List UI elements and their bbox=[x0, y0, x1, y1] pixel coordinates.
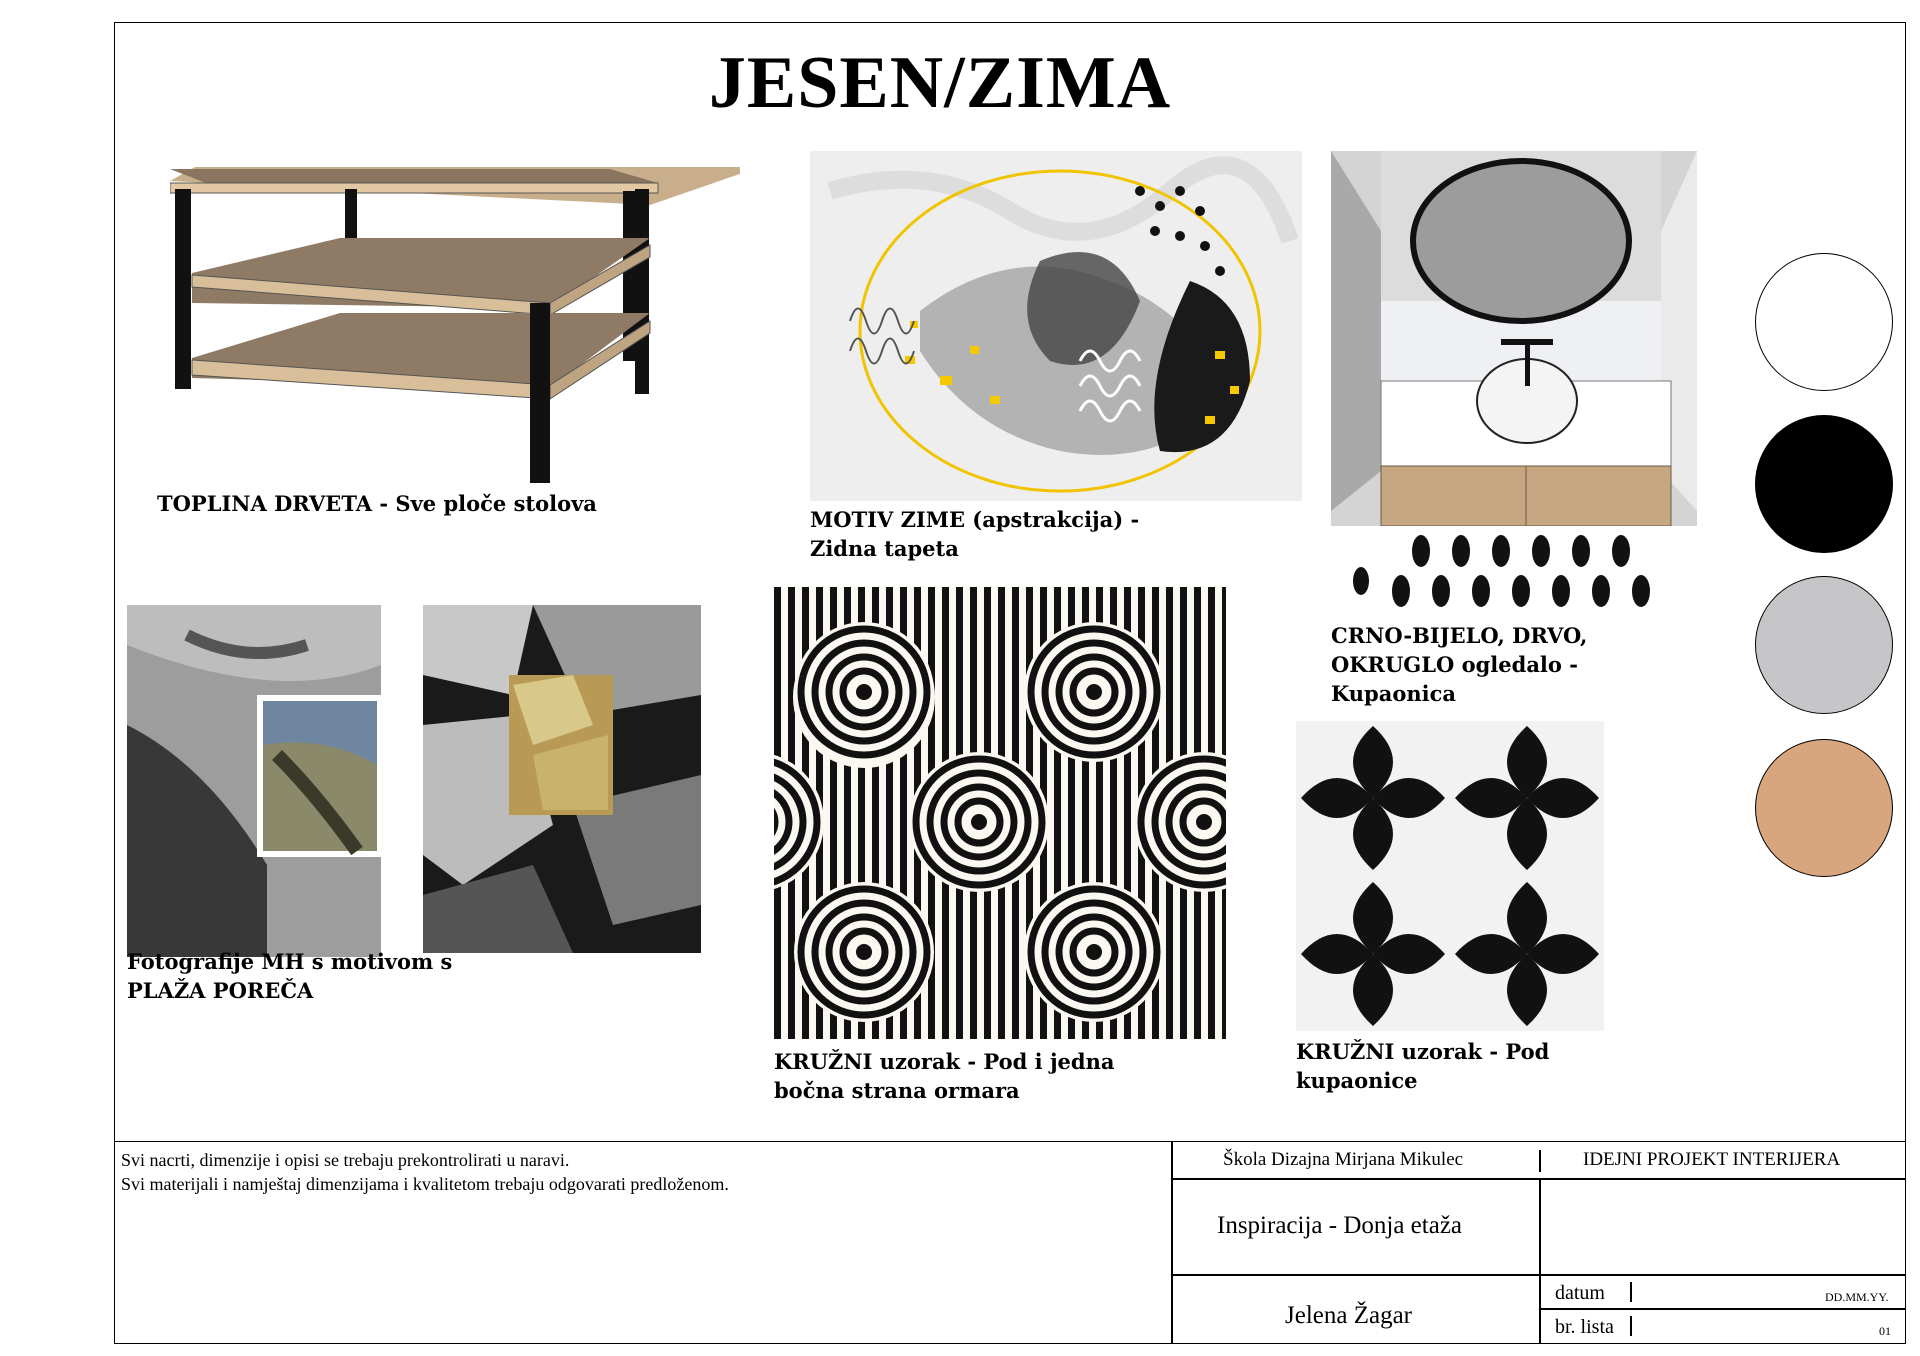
sheet-number-value: 01 bbox=[1879, 1324, 1891, 1338]
note-line-2: Svi materijali i namještaj dimenzijama i kvalitetom trebaju odgovarati predloženom. bbox=[121, 1174, 729, 1194]
sheet-number-label: br. lista bbox=[1555, 1316, 1614, 1338]
petal-tile-image bbox=[1296, 721, 1604, 1031]
caption-wallpaper: MOTIV ZIME (apstrakcija) - Zidna tapeta bbox=[810, 507, 1140, 561]
color-swatch-peach bbox=[1755, 739, 1893, 877]
coffee-table-image bbox=[170, 153, 740, 483]
note-line-1: Svi nacrti, dimenzije i opisi se trebaju prekontrolirati u naravi. bbox=[121, 1150, 570, 1170]
school-name: Škola Dizajna Mirjana Mikulec bbox=[1223, 1149, 1464, 1170]
rocks-photo-image bbox=[423, 605, 701, 953]
date-label: datum bbox=[1555, 1282, 1605, 1304]
caption-tile: KRUŽNI uzorak - Pod kupaonice bbox=[1296, 1039, 1550, 1093]
wallpaper-abstract-image bbox=[810, 151, 1302, 501]
circular-pattern-image bbox=[774, 587, 1226, 1039]
project-type: IDEJNI PROJEKT INTERIJERA bbox=[1583, 1149, 1841, 1170]
beach-photo-image bbox=[127, 605, 381, 957]
caption-pattern: KRUŽNI uzorak - Pod i jedna bočna strana ormara bbox=[774, 1049, 1115, 1103]
caption-table: TOPLINA DRVETA - Sve ploče stolova bbox=[157, 491, 597, 516]
caption-photos: Fotografije MH s motivom s PLAŽA POREČA bbox=[127, 949, 453, 1003]
author-name: Jelena Žagar bbox=[1285, 1302, 1413, 1329]
color-swatch-white bbox=[1755, 253, 1893, 391]
bathroom-image bbox=[1331, 151, 1697, 613]
drawing-sheet bbox=[114, 22, 1906, 1344]
title-block bbox=[115, 1141, 1905, 1344]
sheet-title: Inspiracija - Donja etaža bbox=[1217, 1212, 1463, 1239]
color-swatch-grey bbox=[1755, 576, 1893, 714]
color-swatch-black bbox=[1755, 415, 1893, 553]
date-value: DD.MM.YY. bbox=[1825, 1290, 1889, 1304]
notes bbox=[121, 1148, 729, 1196]
caption-bathroom: CRNO-BIJELO, DRVO, OKRUGLO ogledalo - Kupaonica bbox=[1331, 623, 1588, 706]
page-title: JESEN/ZIMA bbox=[708, 42, 1172, 124]
